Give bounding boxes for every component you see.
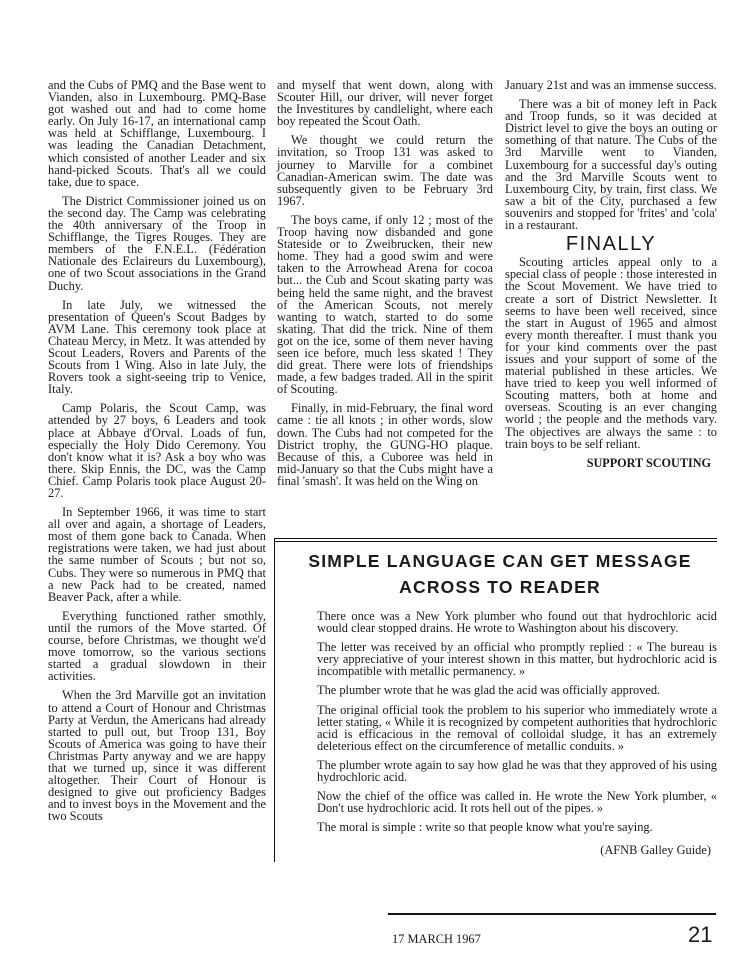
paragraph: We thought we could return the invitation, so Troop 131 was asked to journey to Marville for a combinet Canadian-American swim. The date was subsequently given to be February 3rd 1967. — [277, 133, 493, 208]
article-source: (AFNB Galley Guide) — [600, 843, 711, 858]
paragraph: In September 1966, it was time to start all over and again, a shortage of Leaders, most of them gone back to Canada. When registrations were taken, we had just about the same number of Scouts ; but not so, Cubs. They were so numerous in PMQ that a new Pack had to be created, named Beaver Pack, after a while. — [48, 505, 266, 604]
boxed-article — [283, 548, 717, 858]
paragraph: January 21st and was an immense success. — [505, 78, 717, 92]
article-title-line-2: ACROSS TO READER — [399, 577, 601, 597]
paragraph: There was a bit of money left in Pack and Troop funds, so it was decided at District level to give the boys an outing or something of that nature. The Cubs of the 3rd Marville went to Vianden, Luxembourg for a successful day's outing and the 3rd Marville Scouts went to Luxembourg City, by train, first class. We saw a bit of the City, purchased a few souvenirs and stopped for 'frites' and 'cola' in a restaurant. — [505, 97, 717, 233]
article-paragraph: The plumber wrote again to say how glad he was that they approved of his using hydrochloric acid. — [317, 757, 717, 785]
footer-date: 17 MARCH 1967 — [392, 932, 481, 946]
article-title-line-1: SIMPLE LANGUAGE CAN GET MESSAGE — [308, 551, 692, 571]
paragraph: and myself that went down, along with Scouter Hill, our driver, will never forget the Investitures by candlelight, where each boy repeated the Scout Oath. — [277, 78, 493, 129]
article-paragraph: The plumber wrote that he was glad the acid was officially approved. — [317, 683, 661, 698]
paragraph: When the 3rd Marville got an invitation to attend a Court of Honour and Christmas Party at Verdun, the Americans had already started to pull out, but Troop 131, Boy Scouts of America was going to have their Christmas Party anyway and we are happy that we turned up, since it was different altogether. Their Court of Honour is designed to give out proficiency Badges and to invest boys in the Movement and the two Scouts — [48, 688, 266, 824]
column-3 — [505, 79, 717, 469]
article-left-rule — [274, 538, 275, 862]
article-paragraph: Now the chief of the office was called in. He wrote the New York plumber, « Don't use hydrochloric acid. It rots hell out of the pipes. » — [317, 789, 717, 816]
paragraph: The boys came, if only 12 ; most of the Troop having now disbanded and gone Stateside or to Zweibrucken, their new home. They had a good swim and were taken to the Arrowhead Arena for cocoa but... the Cub and Scout skating party was being held the same night, and the bravest of the American Scouts, not merely wanting to watch, started to do some skating. That did the trick. Nine of them got on the ice, some of them never having seen ice before, much less skated ! They did great. There were lots of friendships made, a few badges traded. All in the spirit of Scouting. — [277, 212, 493, 397]
column-2 — [277, 79, 493, 494]
article-paragraph: The letter was received by an official who promptly replied : « The bureau is very appreciative of your interest shown in this matter, but hydrochloric acid is incompatible with metallic permanency. » — [317, 640, 717, 679]
section-heading: FINALLY — [565, 233, 657, 256]
signoff: SUPPORT SCOUTING — [586, 455, 711, 470]
paragraph: Everything functioned rather smothly, until the rumors of the Move started. Of course, before Christmas, we thought we'd move tomorrow, so the various sections started a gradual slowdown in their activities. — [48, 608, 266, 684]
paragraph: Scouting articles appeal only to a special class of people : those interested in the Scout Movement. We have tried to create a sort of District Newsletter. It seems to have been well received, since the start in August of 1965 and almost every month thereafter. I must thank you for your kind comments over the past issues and your support of some of the material published in these articles. We have tried to keep you well informed of Scouting matters, both at home and overseas. Scouting is an ever changing world ; the people and the methods vary. The objectives are always the same : to train boys to be self reliant. — [505, 255, 717, 451]
article-paragraph: The moral is simple : write so that people know what you're saying. — [317, 820, 653, 835]
paragraph: and the Cubs of PMQ and the Base went to Vianden, also in Luxembourg. PMQ-Base got washed out and had to come home early. On July 16-17, an international camp was held at Schifflange, Luxembourg. I was leading the Canadian Detachment, which consisted of another Leader and six hand-picked Scouts. That's all we could take, due to space. — [48, 78, 266, 189]
article-paragraph: There once was a New York plumber who found out that hydrochloric acid would clear stopped drains. He wrote to Washington about his discovery. — [317, 609, 717, 636]
paragraph: The District Commissioner joined us on the second day. The Camp was celebrating the 40th anniversary of the Troop in Schifflange, the Tigres Rouges. They are members of the F.N.E.L. (Fédération Nationale des Eclaireurs du Luxembourg), one of two Scout associations in the Grand Duchy. — [48, 193, 266, 293]
paragraph: Finally, in mid-February, the final word came : tie all knots ; in other words, slow down. The Cubs had not competed for the District trophy, the GUNG-HO plaque. Because of this, a Cuboree was held in mid-January so that the Cubs might have a final 'smash'. It was held on the Wing on — [277, 401, 493, 488]
page-number: 21 — [688, 922, 713, 947]
paragraph: Camp Polaris, the Scout Camp, was attended by 27 boys, 6 Leaders and took place at Abbaye d'Orval. Loads of fun, especially the Holy Dido Ceremony. You don't know what it is? Ask a boy who was there. Skip Ennis, the DC, was the Camp Chief. Camp Polaris took place August 20-27. — [48, 401, 266, 500]
column-1 — [48, 79, 266, 829]
paragraph: In late July, we witnessed the presentation of Queen's Scout Badges by AVM Lane. This ceremony took place at Chateau Mercy, in Metz. It was attended by Scout Leaders, Rovers and Parents of the Scouts from 1 Wing. Also in late July, the Rovers took a sight-seeing trip to Venice, Italy. — [48, 297, 266, 397]
footer-rule — [388, 913, 716, 915]
article-title — [283, 548, 717, 600]
article-paragraph: The original official took the problem to his superior who immediately wrote a letter stating, « While it is recognized by competent authorities that hydrochloric acid is efficacious in the removal of colloidal sludge, it has an extremely deleterious effect on the circumference of metallic conduits. » — [317, 702, 717, 753]
article-top-rule — [274, 538, 717, 542]
